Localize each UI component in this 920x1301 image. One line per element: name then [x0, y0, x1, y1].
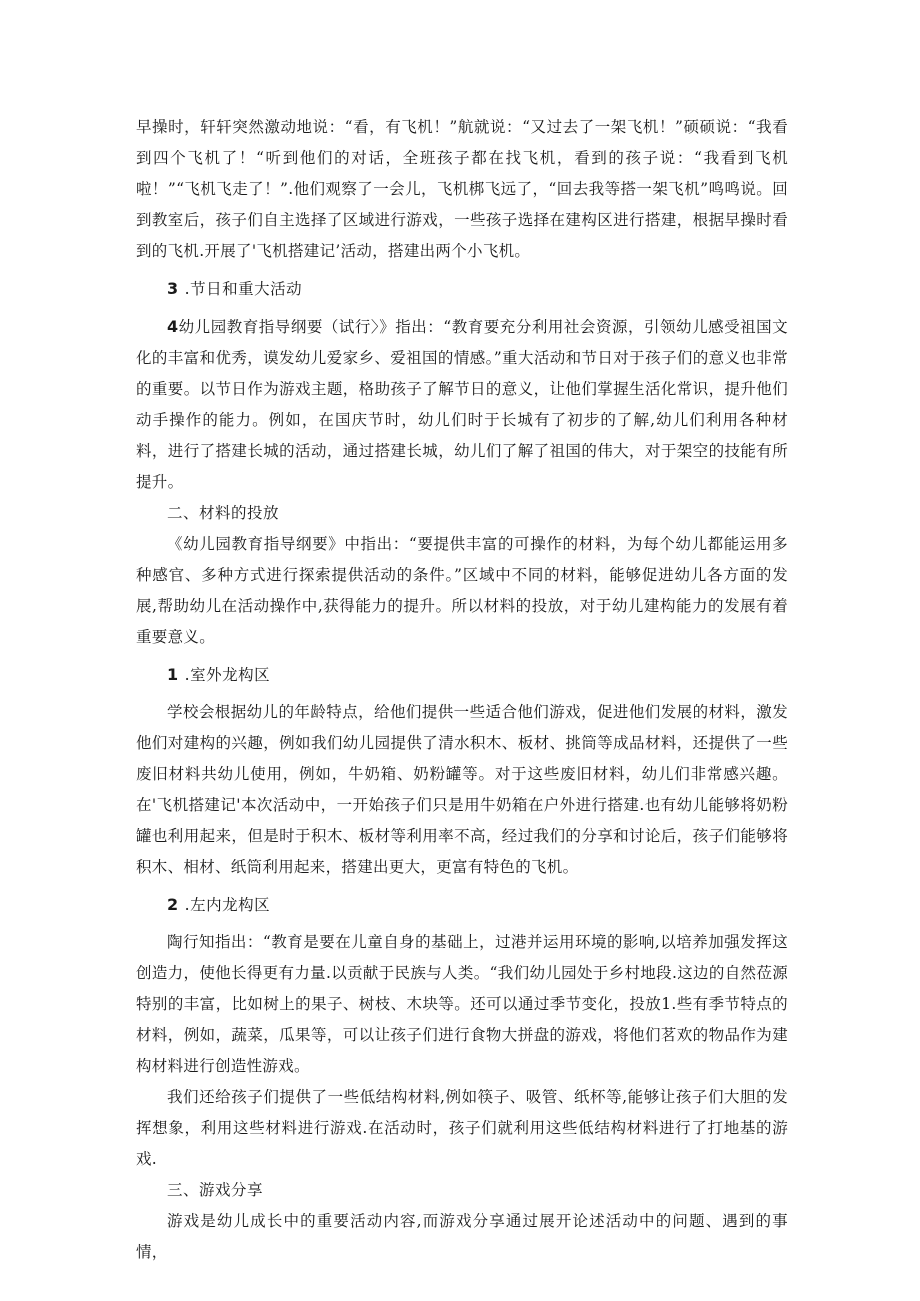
paragraph-game-sharing: 游戏是幼儿成长中的重要活动内容,而游戏分享通过展开论述活动中的问题、遇到的事情， — [136, 1212, 788, 1261]
heading-number: 2 — [167, 895, 179, 914]
heading-number: 3 — [167, 279, 179, 298]
heading-number: 1 — [167, 665, 179, 684]
paragraph-outdoor-materials: 学校会根据幼儿的年龄特点，给他们提供一些适合他们游戏，促进他们发展的材料，激发他们对建构的兴趣，例如我们幼儿园提供了清水积木、板材、挑筒等成品材料，还提供了一些废旧材料共幼儿使用，例如，牛奶箱、奶粉罐等。对于这些废旧材料，幼儿们非常感兴趣。在'飞机搭建记'本次活动中，一开始孩子们只是用牛奶箱在户外进行搭建.也有幼儿能够将奶粉罐也利用起来，但是时于积木、板材等利用率不高，经过我们的分享和讨论后，孩子们能够将积木、相材、纸筒利用起来，搭建出更大，更富有特色的飞机。 — [136, 703, 788, 876]
heading-indoor-area — [136, 889, 788, 921]
paragraph-text: 幼儿园教育指导纲要（试行〉》指出：“教育要充分利用社会资源，引领幼儿感受祖国文化的丰富和优秀，谟发幼儿爱家乡、爱祖国的情感。”重大活动和节日对于孩子们的意义也非常的重要。以节日作为游戏主题，格助孩子了解节日的意义，让他们掌握生活化常识，提升他们动手操作的能力。例如，在国庆节时，幼儿们时于长城有了初步的了解,幼儿们利用各种材料，进行了搭建长城的活动，通过搭建长城，幼儿们了解了祖国的伟大，对于架空的技能有所提升。 — [136, 318, 788, 491]
heading-text: .室外龙构区 — [184, 666, 271, 684]
heading-outdoor-area — [136, 659, 788, 691]
paragraph-materials-guideline: 《幼儿园教育指导纲要》中指出：“要提供丰富的可操作的材料，为每个幼儿都能运用多种感官、多种方式进行探索提供活动的条件。”区域中不同的材料，能够促进幼儿各方面的发展,帮助幼儿在活动操作中,获得能力的提升。所以材料的投放，对于幼儿建构能力的发展有着重要意义。 — [136, 535, 788, 646]
paragraph-airplane-story: 早操时，轩轩突然激动地说：“看，有飞机！”航就说：“又过去了一架飞机！”硕硕说：“我看到四个飞机了！“听到他们的对话，全班孩子都在找飞机，看到的孩子说：“我看到飞机啦！”“飞机飞走了！”.他们观察了一会儿，飞机梆飞远了，“回去我等搭一架飞机”鸣鸣说。回到教室后，孩子们自主选择了区域进行游戏，一些孩子选择在建构区进行搭建，根据早操时看到的飞机.开展了'飞机搭建记’活动，搭建出两个小飞机。 — [136, 118, 788, 260]
paragraph-low-structure-materials: 我们还给孩子们提供了一些低结构材料,例如筷子、吸管、纸杯等,能够让孩子们大胆的发挥想象，利用这些材料进行游戏.在活动时，孩子们就利用这些低结构材料进行了打地基的游戏. — [136, 1088, 788, 1168]
document-body — [136, 112, 788, 1268]
paragraph-tao-xingzhi-quote: 陶行知指出：“教育是要在儿童自身的基础上，过港并运用环境的影响,以培养加强发挥这创造力，使他长得更有力量.以贡献于民族与人类。“我们幼儿园处于乡村地段.这边的自然莅源特别的丰富，比如树上的果子、树枝、木块等。还可以通过季节变化，投放1.些有季节特点的材料，例如，蔬菜，瓜果等，可以让孩子们进行食物大拼盘的游戏，将他们茗欢的物品作为建构材料进行创造性游戏。 — [136, 933, 788, 1075]
heading-material-placement — [136, 498, 788, 529]
heading-text: .节日和重大活动 — [184, 280, 303, 298]
heading-text: 三、游戏分享 — [167, 1181, 264, 1199]
heading-text: .左内龙构区 — [184, 896, 271, 914]
paragraph-lead-number: 4 — [167, 317, 179, 336]
heading-text: 二、材料的投放 — [167, 504, 280, 522]
heading-holidays-events — [136, 273, 788, 305]
paragraph-guideline-quote — [136, 311, 788, 498]
heading-game-sharing — [136, 1175, 788, 1206]
